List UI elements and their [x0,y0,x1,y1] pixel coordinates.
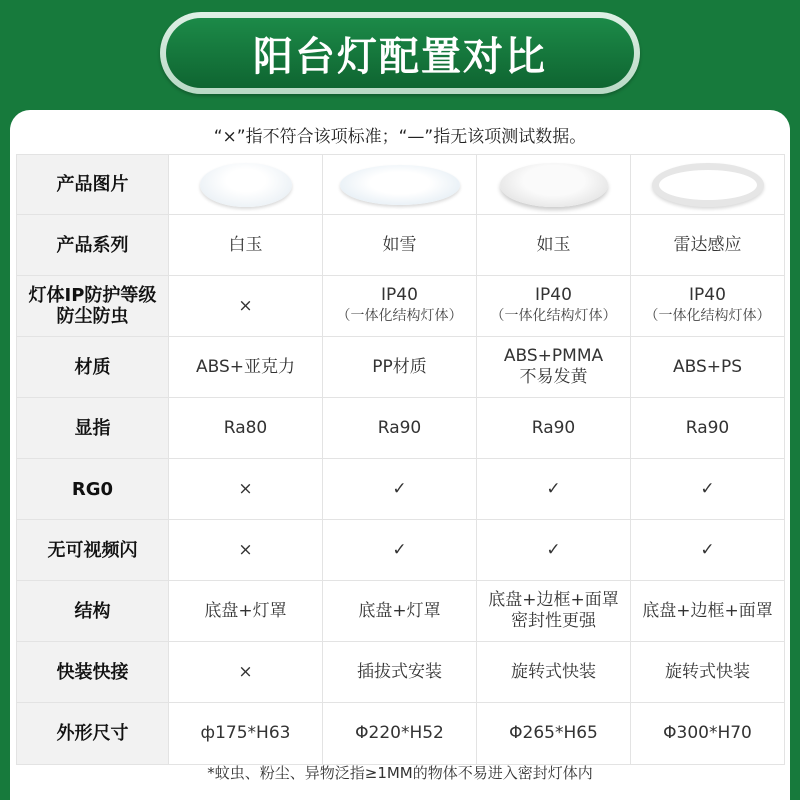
row-label-ra: 显指 [17,398,169,459]
cell-value: IP40 [689,285,726,305]
row-label-install: 快装快接 [17,642,169,703]
table-cell: ✓ [323,520,477,581]
table-cell: ✓ [323,459,477,520]
page-title: 阳台灯配置对比 [253,33,547,80]
table-cell: Ra90 [631,398,785,459]
table-cell: Ra80 [169,398,323,459]
table-cell [631,276,785,337]
table-cell: 底盘+边框+面罩 [631,581,785,642]
ceiling-lamp-image [500,163,608,207]
legend-note: “×”指不符合该项标准；“—”指无该项测试数据。 [213,126,587,147]
ceiling-lamp-image [200,163,292,207]
cell-subtext: （一体化结构灯体） [644,308,771,324]
table-cell: PP材质 [323,337,477,398]
table-cell: 底盘+灯罩 [169,581,323,642]
table-cell: ф175*H63 [169,703,323,765]
table-cell: × [169,520,323,581]
table-cell: × [169,642,323,703]
row-ra [17,398,785,459]
cell-value-line2: 密封性更强 [511,611,596,631]
table-cell: ✓ [477,459,631,520]
table-cell: ABS+PS [631,337,785,398]
table-cell: Ra90 [323,398,477,459]
row-flicker [17,520,785,581]
table-cell [323,276,477,337]
table-cell: Φ300*H70 [631,703,785,765]
comparison-table [16,154,785,765]
row-label-series: 产品系列 [17,215,169,276]
table-cell-highlight: 旋转式快装 [477,642,631,703]
row-label-ip [17,276,169,337]
row-label-flicker: 无可视频闪 [17,520,169,581]
table-cell: 如雪 [323,215,477,276]
table-cell: ✓ [477,520,631,581]
product-image-4 [631,155,785,215]
row-material [17,337,785,398]
table-cell [477,276,631,337]
row-label-ip-line1: 灯体IP防护等级 [28,285,157,306]
cell-value-line2: 不易发黄 [519,367,588,387]
row-label-structure: 结构 [17,581,169,642]
ceiling-lamp-image [340,165,460,205]
product-image-3 [477,155,631,215]
table-cell: Φ220*H52 [323,703,477,765]
table-cell: 如玉 [477,215,631,276]
product-image-1 [169,155,323,215]
row-image [17,155,785,215]
cell-value: 底盘+边框+面罩 [488,590,619,610]
title-banner [160,12,640,94]
row-label-ip-line2: 防尘防虫 [56,306,129,327]
row-series [17,215,785,276]
product-image-2 [323,155,477,215]
table-cell-highlight [477,337,631,398]
title-banner-inner [166,18,634,88]
table-cell: × [169,459,323,520]
row-label-size: 外形尺寸 [17,703,169,765]
comparison-card [10,110,790,800]
footnote: *蚊虫、粉尘、异物泛指≥1MM的物体不易进入密封灯体内 [207,764,593,782]
table-cell: × [169,276,323,337]
row-structure [17,581,785,642]
table-cell: 旋转式快装 [631,642,785,703]
table-cell: ✓ [631,459,785,520]
cell-value: IP40 [381,285,418,305]
table-cell: 底盘+灯罩 [323,581,477,642]
table-cell: Ra90 [477,398,631,459]
row-label-image: 产品图片 [17,155,169,215]
table-cell: 白玉 [169,215,323,276]
cell-value: ABS+PMMA [503,346,604,366]
cell-subtext: （一体化结构灯体） [490,308,617,324]
cell-value: IP40 [535,285,572,305]
cell-subtext: （一体化结构灯体） [336,308,463,324]
ceiling-lamp-image [652,163,764,207]
row-label-rg0: RG0 [17,459,169,520]
row-label-material: 材质 [17,337,169,398]
table-cell: Φ265*H65 [477,703,631,765]
table-cell: ABS+亚克力 [169,337,323,398]
table-cell: ✓ [631,520,785,581]
row-ip [17,276,785,337]
row-size [17,703,785,765]
row-rg0 [17,459,785,520]
row-install [17,642,785,703]
table-cell: 插拔式安装 [323,642,477,703]
table-cell-highlight [477,581,631,642]
table-cell: 雷达感应 [631,215,785,276]
